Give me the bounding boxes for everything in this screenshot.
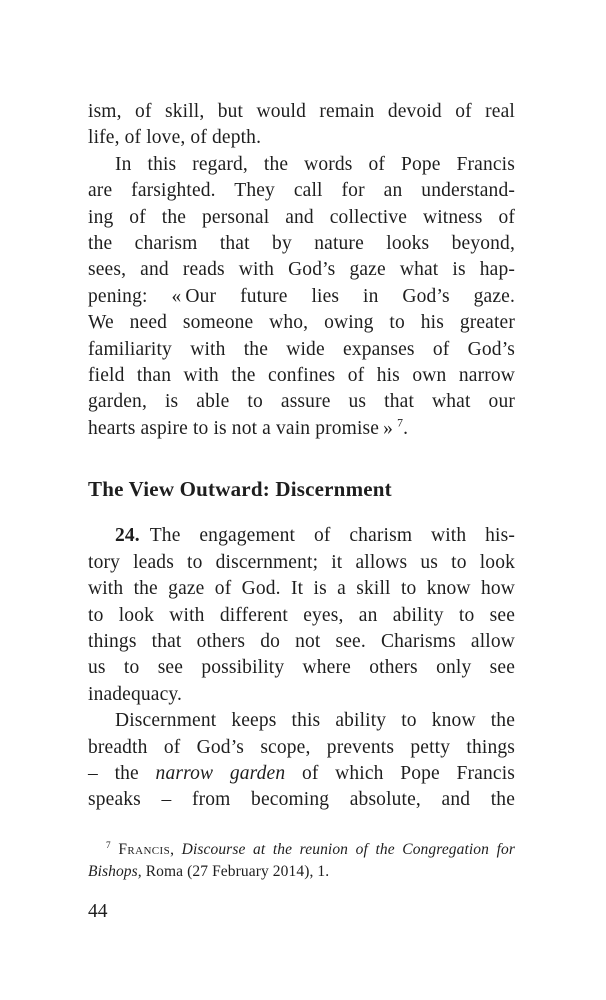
text-segment: Discourse at the reunion of the Congregation for xyxy=(181,840,515,858)
paragraph xyxy=(88,523,515,708)
text-segment: familiarity with the wide expanses of God’s xyxy=(88,338,515,360)
text-line xyxy=(88,787,515,813)
text-line xyxy=(88,839,515,861)
text-segment: The engagement of charism with his- xyxy=(139,525,515,547)
footnote xyxy=(88,839,515,883)
text-line xyxy=(88,125,515,151)
text-segment: Francis xyxy=(118,840,171,858)
text-segment: us to see possibility where others only see xyxy=(88,657,515,679)
text-segment: garden, is able to assure us that what our xyxy=(88,391,515,413)
text-line xyxy=(88,861,515,883)
text-segment: are farsighted. They call for an understand- xyxy=(88,180,515,202)
text-line xyxy=(88,231,515,257)
text-segment: 24. xyxy=(115,525,140,547)
text-line xyxy=(88,257,515,283)
text-segment: breadth of God’s scope, prevents petty things xyxy=(88,736,515,758)
text-segment: Discernment keeps this ability to know the xyxy=(115,710,515,732)
text-segment: 7 xyxy=(397,416,404,430)
text-segment: with the gaze of God. It is a skill to know how xyxy=(88,578,515,600)
text-segment: , xyxy=(170,840,182,858)
text-segment: speaks – from becoming absolute, and the xyxy=(88,789,515,811)
text-line xyxy=(88,550,515,576)
text-segment: Bishops, xyxy=(88,862,142,880)
text-segment: In this regard, the words of Pope Francis xyxy=(115,153,515,175)
text-segment: narrow garden xyxy=(155,762,286,784)
text-segment: tory leads to discernment; it allows us to look xyxy=(88,551,515,573)
text-segment: hearts aspire to is not a vain promise » xyxy=(88,417,398,439)
text-line xyxy=(88,310,515,336)
text-segment: things that others do not see. Charisms allow xyxy=(88,630,515,652)
text-segment: life, of love, of depth. xyxy=(88,127,262,149)
text-block xyxy=(88,99,515,883)
text-line xyxy=(88,476,515,502)
text-segment: Roma (27 February 2014), 1. xyxy=(141,862,330,880)
text-line xyxy=(88,284,515,310)
paragraph xyxy=(88,708,515,814)
text-segment: ism, of skill, but would remain devoid of real xyxy=(88,101,515,122)
text-segment: – the xyxy=(88,762,156,784)
text-segment: the charism that by nature looks beyond, xyxy=(88,233,515,255)
page-number: 44 xyxy=(88,901,108,922)
text-line xyxy=(88,363,515,389)
text-line xyxy=(88,735,515,761)
text-line xyxy=(88,629,515,655)
text-segment: We need someone who, owing to his greater xyxy=(88,312,515,334)
text-line xyxy=(88,523,515,549)
text-segment: 7 xyxy=(106,840,111,851)
text-line xyxy=(88,576,515,602)
section-heading xyxy=(88,476,515,502)
text-line xyxy=(88,416,515,442)
text-segment: to look with different eyes, an ability to see xyxy=(88,604,515,626)
text-line xyxy=(88,655,515,681)
text-line xyxy=(88,603,515,629)
text-line xyxy=(88,152,515,178)
text-line xyxy=(88,761,515,787)
text-line xyxy=(88,389,515,415)
text-segment: . xyxy=(403,417,409,439)
text-line xyxy=(88,682,515,708)
text-segment: ing of the personal and collective witness of xyxy=(88,206,515,228)
text-line xyxy=(88,99,515,125)
text-segment: pening: « Our future lies in God’s gaze. xyxy=(88,285,515,307)
text-line xyxy=(88,337,515,363)
paragraph xyxy=(88,152,515,442)
paragraph xyxy=(88,99,515,152)
text-line xyxy=(88,205,515,231)
text-line xyxy=(88,708,515,734)
text-line xyxy=(88,178,515,204)
text-segment: sees, and reads with God’s gaze what is hap- xyxy=(88,259,515,281)
text-segment: field than with the confines of his own narrow xyxy=(88,365,515,387)
text-segment: inadequacy. xyxy=(88,683,183,705)
text-segment: The View Outward: Discernment xyxy=(88,477,392,502)
text-segment: of which Pope Francis xyxy=(285,762,515,784)
